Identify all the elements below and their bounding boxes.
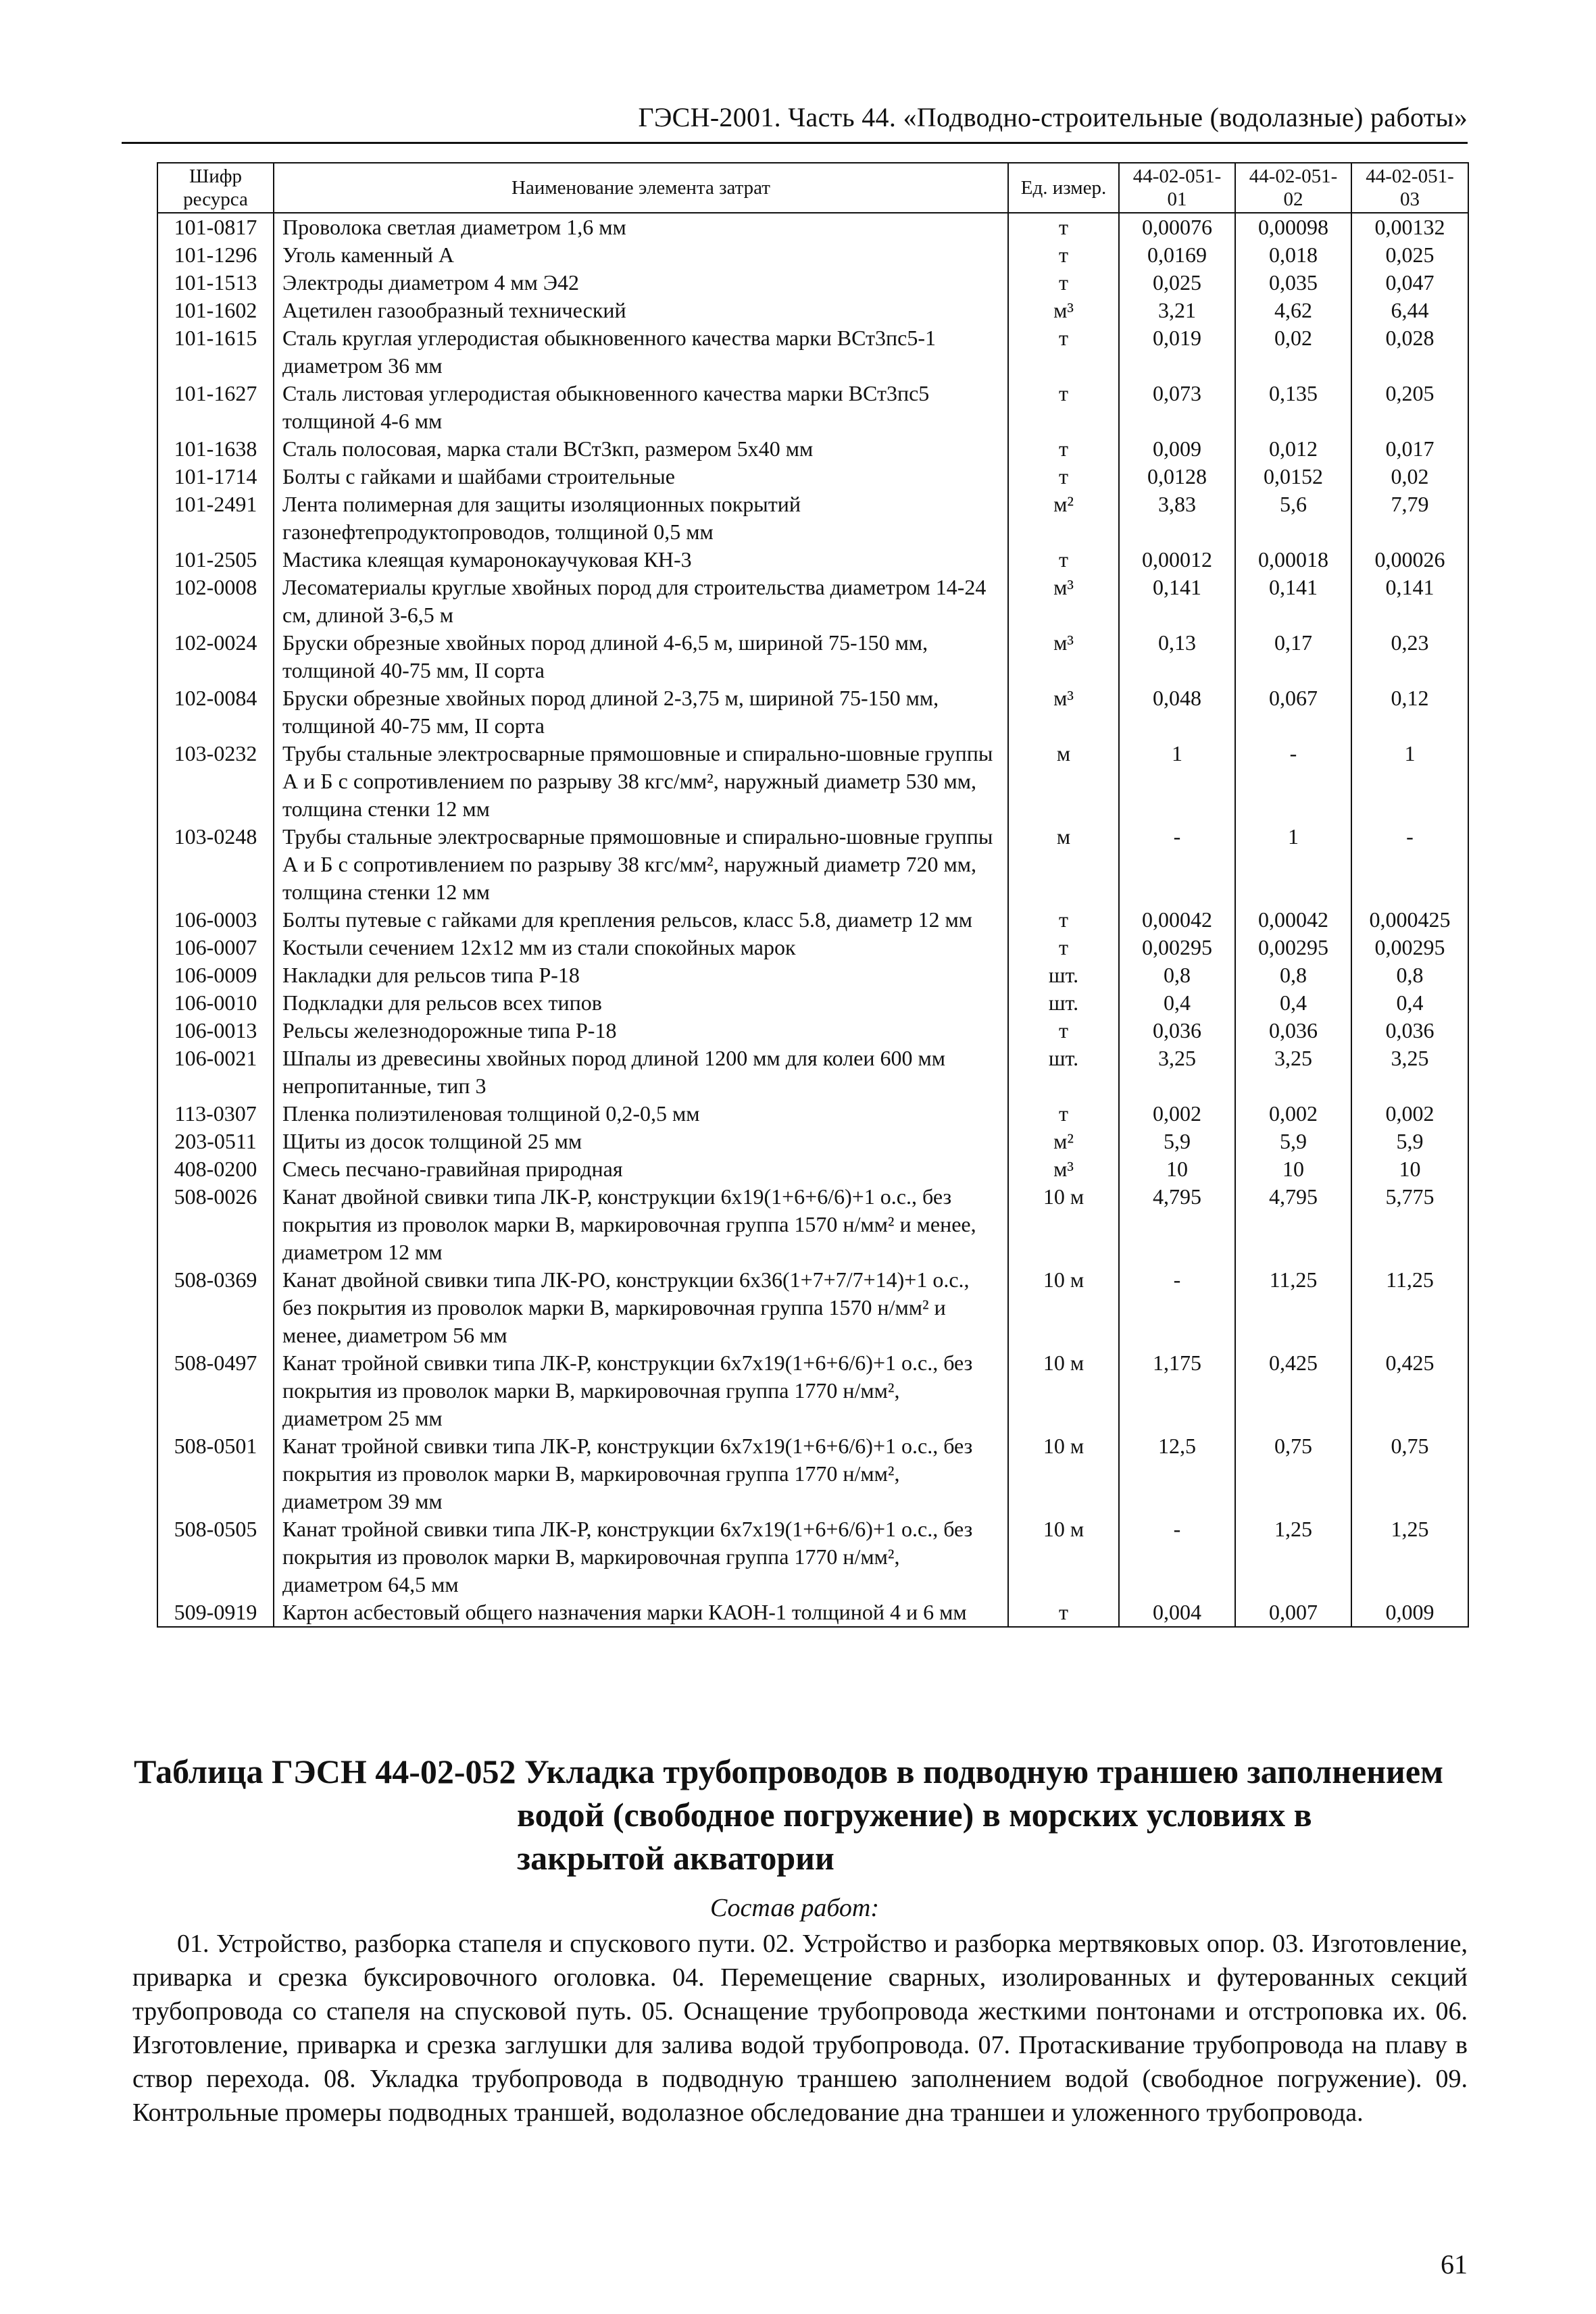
table-body xyxy=(157,213,1468,1627)
value-051-03: 0,02 xyxy=(1351,463,1468,491)
value-051-01: 1 xyxy=(1119,740,1235,823)
resource-unit: м xyxy=(1008,740,1119,823)
resource-name: Трубы стальные электросварные прямошовные и спирально-шовные группы А и Б с сопротивлением по разрыву 38 кгс/мм², наружный диаметр 720 мм, толщина стенки 12 мм xyxy=(274,823,1008,906)
resource-code: 508-0497 xyxy=(157,1349,274,1432)
table-row xyxy=(157,989,1468,1017)
table-row xyxy=(157,380,1468,435)
column-header-name: Наименование элемента затрат xyxy=(274,163,1008,213)
resource-unit: шт. xyxy=(1008,989,1119,1017)
value-051-03: 0,036 xyxy=(1351,1017,1468,1045)
resource-code: 113-0307 xyxy=(157,1100,274,1128)
resource-unit: т xyxy=(1008,463,1119,491)
resource-name: Картон асбестовый общего назначения марки КАОН-1 толщиной 4 и 6 мм xyxy=(274,1599,1008,1627)
resource-code: 508-0026 xyxy=(157,1183,274,1266)
value-051-02: 0,002 xyxy=(1235,1100,1351,1128)
value-051-03: 0,009 xyxy=(1351,1599,1468,1627)
value-051-02: 0,0152 xyxy=(1235,463,1351,491)
value-051-02: 0,425 xyxy=(1235,1349,1351,1432)
resource-code: 508-0505 xyxy=(157,1515,274,1599)
resource-name: Ацетилен газообразный технический xyxy=(274,297,1008,324)
resource-code: 101-2505 xyxy=(157,546,274,574)
value-051-02: 11,25 xyxy=(1235,1266,1351,1349)
resource-code: 106-0013 xyxy=(157,1017,274,1045)
value-051-02: 4,62 xyxy=(1235,297,1351,324)
table-row xyxy=(157,1432,1468,1515)
value-051-02: 1 xyxy=(1235,823,1351,906)
value-051-01: 1,175 xyxy=(1119,1349,1235,1432)
value-051-01: 0,00042 xyxy=(1119,906,1235,934)
resource-name: Накладки для рельсов типа Р-18 xyxy=(274,961,1008,989)
value-051-01: 3,83 xyxy=(1119,491,1235,546)
value-051-03: 5,775 xyxy=(1351,1183,1468,1266)
resource-name: Бруски обрезные хвойных пород длиной 2-3,75 м, шириной 75-150 мм, толщиной 40-75 мм, II сорта xyxy=(274,684,1008,740)
value-051-02: 5,9 xyxy=(1235,1128,1351,1155)
value-051-02: 0,007 xyxy=(1235,1599,1351,1627)
value-051-03: 0,4 xyxy=(1351,989,1468,1017)
value-051-01: 0,0128 xyxy=(1119,463,1235,491)
resource-unit: 10 м xyxy=(1008,1183,1119,1266)
resource-name: Трубы стальные электросварные прямошовные и спирально-шовные группы А и Б с сопротивлением по разрыву 38 кгс/мм², наружный диаметр 530 мм, толщина стенки 12 мм xyxy=(274,740,1008,823)
value-051-01: 3,25 xyxy=(1119,1045,1235,1100)
table-row xyxy=(157,241,1468,269)
value-051-01: 0,073 xyxy=(1119,380,1235,435)
resource-code: 106-0021 xyxy=(157,1045,274,1100)
value-051-02: 0,018 xyxy=(1235,241,1351,269)
resource-code: 102-0024 xyxy=(157,629,274,684)
value-051-03: 0,12 xyxy=(1351,684,1468,740)
value-051-03: 0,028 xyxy=(1351,324,1468,380)
resource-code: 509-0919 xyxy=(157,1599,274,1627)
resource-unit: м³ xyxy=(1008,574,1119,629)
table-row xyxy=(157,435,1468,463)
table-row xyxy=(157,684,1468,740)
resource-name: Сталь круглая углеродистая обыкновенного качества марки ВСт3пс5-1 диаметром 36 мм xyxy=(274,324,1008,380)
resource-name: Канат тройной свивки типа ЛК-Р, конструкции 6х7х19(1+6+6/6)+1 о.с., без покрытия из проволок марки В, маркировочная группа 1770 н/мм², диаметром 64,5 мм xyxy=(274,1515,1008,1599)
resource-name: Смесь песчано-гравийная природная xyxy=(274,1155,1008,1183)
table-header xyxy=(157,163,1468,213)
resource-code: 101-1602 xyxy=(157,297,274,324)
resource-unit: 10 м xyxy=(1008,1432,1119,1515)
resource-unit: м² xyxy=(1008,491,1119,546)
resource-code: 508-0369 xyxy=(157,1266,274,1349)
value-051-01: 0,13 xyxy=(1119,629,1235,684)
resource-unit: т xyxy=(1008,380,1119,435)
value-051-03: 6,44 xyxy=(1351,297,1468,324)
value-051-01: - xyxy=(1119,1515,1235,1599)
value-051-02: 0,00098 xyxy=(1235,213,1351,241)
resource-code: 101-1296 xyxy=(157,241,274,269)
resource-code: 102-0084 xyxy=(157,684,274,740)
value-051-01: 0,00076 xyxy=(1119,213,1235,241)
value-051-01: 3,21 xyxy=(1119,297,1235,324)
table-row xyxy=(157,740,1468,823)
value-051-03: 0,002 xyxy=(1351,1100,1468,1128)
resource-code: 106-0003 xyxy=(157,906,274,934)
resource-unit: 10 м xyxy=(1008,1266,1119,1349)
value-051-01: 0,004 xyxy=(1119,1599,1235,1627)
value-051-02: 0,75 xyxy=(1235,1432,1351,1515)
value-051-03: 0,017 xyxy=(1351,435,1468,463)
resource-name: Костыли сечением 12х12 мм из стали спокойных марок xyxy=(274,934,1008,961)
value-051-02: 0,8 xyxy=(1235,961,1351,989)
table-row xyxy=(157,1349,1468,1432)
resource-unit: м xyxy=(1008,823,1119,906)
value-051-01: 0,002 xyxy=(1119,1100,1235,1128)
value-051-02: 5,6 xyxy=(1235,491,1351,546)
value-051-03: 0,425 xyxy=(1351,1349,1468,1432)
resource-name: Сталь полосовая, марка стали ВСт3кп, размером 5х40 мм xyxy=(274,435,1008,463)
resource-unit: т xyxy=(1008,906,1119,934)
table-row xyxy=(157,463,1468,491)
resource-code: 106-0010 xyxy=(157,989,274,1017)
resource-unit: т xyxy=(1008,213,1119,241)
value-051-03: 0,025 xyxy=(1351,241,1468,269)
resource-name: Шпалы из древесины хвойных пород длиной 1200 мм для колеи 600 мм непропитанные, тип 3 xyxy=(274,1045,1008,1100)
table-row xyxy=(157,906,1468,934)
value-051-02: - xyxy=(1235,740,1351,823)
value-051-03: 7,79 xyxy=(1351,491,1468,546)
resource-name: Электроды диаметром 4 мм Э42 xyxy=(274,269,1008,297)
value-051-02: 0,036 xyxy=(1235,1017,1351,1045)
table-row xyxy=(157,546,1468,574)
resource-code: 408-0200 xyxy=(157,1155,274,1183)
table-row xyxy=(157,1155,1468,1183)
value-051-01: 0,00012 xyxy=(1119,546,1235,574)
resource-unit: т xyxy=(1008,934,1119,961)
resource-code: 101-1513 xyxy=(157,269,274,297)
value-051-03: 10 xyxy=(1351,1155,1468,1183)
resource-code: 101-1627 xyxy=(157,380,274,435)
value-051-02: 0,00042 xyxy=(1235,906,1351,934)
value-051-03: 0,00295 xyxy=(1351,934,1468,961)
value-051-03: 0,205 xyxy=(1351,380,1468,435)
table-row xyxy=(157,1515,1468,1599)
table-row xyxy=(157,1045,1468,1100)
table-row xyxy=(157,1599,1468,1627)
header-rule xyxy=(122,142,1468,144)
resource-name: Мастика клеящая кумаронокаучуковая КН-3 xyxy=(274,546,1008,574)
value-051-02: 1,25 xyxy=(1235,1515,1351,1599)
table-row xyxy=(157,297,1468,324)
value-051-02: 0,067 xyxy=(1235,684,1351,740)
value-051-01: 0,025 xyxy=(1119,269,1235,297)
resource-name: Лента полимерная для защиты изоляционных покрытий газонефтепродуктопроводов, толщиной 0,5 мм xyxy=(274,491,1008,546)
resource-code: 508-0501 xyxy=(157,1432,274,1515)
resource-code: 101-0817 xyxy=(157,213,274,241)
table-row xyxy=(157,1266,1468,1349)
resource-unit: шт. xyxy=(1008,1045,1119,1100)
resource-unit: м³ xyxy=(1008,629,1119,684)
resource-unit: м³ xyxy=(1008,1155,1119,1183)
resource-unit: т xyxy=(1008,269,1119,297)
resource-name: Уголь каменный А xyxy=(274,241,1008,269)
resource-unit: м³ xyxy=(1008,297,1119,324)
resource-unit: 10 м xyxy=(1008,1349,1119,1432)
value-051-01: 12,5 xyxy=(1119,1432,1235,1515)
resource-unit: т xyxy=(1008,435,1119,463)
composition-text: 01. Устройство, разборка стапеля и спускового пути. 02. Устройство и разборка мертвяковых опор. 03. Изготовление, приварка и срезка буксировочного оголовка. 04. Перемещение сварных, изолированных и футерованных секций трубопровода со стапеля на спусковой путь. 05. Оснащение трубопровода жесткими понтонами и отстроповка их. 06. Изготовление, приварка и срезка заглушки для залива водой трубопровода. 07. Протаскивание трубопровода на плаву в створ перехода. 08. Укладка трубопровода в подводную траншею заполнением водой (свободное погружение). 09. Контрольные промеры подводных траншей, водолазное обследование дна траншеи и уложенного трубопровода. xyxy=(132,1930,1468,2127)
value-051-01: 0,0169 xyxy=(1119,241,1235,269)
table-header-row xyxy=(157,163,1468,213)
value-051-03: 0,75 xyxy=(1351,1432,1468,1515)
resource-unit: шт. xyxy=(1008,961,1119,989)
resource-name: Сталь листовая углеродистая обыкновенного качества марки ВСт3пс5 толщиной 4-6 мм xyxy=(274,380,1008,435)
resource-unit: т xyxy=(1008,546,1119,574)
table-row xyxy=(157,491,1468,546)
value-051-01: 0,019 xyxy=(1119,324,1235,380)
resource-name: Проволока светлая диаметром 1,6 мм xyxy=(274,213,1008,241)
value-051-02: 4,795 xyxy=(1235,1183,1351,1266)
resource-code: 106-0007 xyxy=(157,934,274,961)
composition-label: Состав работ: xyxy=(709,1894,880,1922)
table-row xyxy=(157,1183,1468,1266)
resource-name: Болты с гайками и шайбами строительные xyxy=(274,463,1008,491)
value-051-03: 1 xyxy=(1351,740,1468,823)
value-051-01: - xyxy=(1119,1266,1235,1349)
resource-unit: м³ xyxy=(1008,684,1119,740)
resource-unit: 10 м xyxy=(1008,1515,1119,1599)
value-051-03: 5,9 xyxy=(1351,1128,1468,1155)
value-051-03: 0,00026 xyxy=(1351,546,1468,574)
section-title-line-1: Таблица ГЭСН 44-02-052 Укладка трубопроводов в подводную траншею заполнением xyxy=(134,1753,1444,1790)
table-row xyxy=(157,1100,1468,1128)
table-row xyxy=(157,961,1468,989)
value-051-01: 0,00295 xyxy=(1119,934,1235,961)
value-051-02: 0,02 xyxy=(1235,324,1351,380)
resource-unit: т xyxy=(1008,1017,1119,1045)
resource-name: Бруски обрезные хвойных пород длиной 4-6,5 м, шириной 75-150 мм, толщиной 40-75 мм, II сорта xyxy=(274,629,1008,684)
table-row xyxy=(157,823,1468,906)
resource-code: 101-1615 xyxy=(157,324,274,380)
resource-unit: т xyxy=(1008,241,1119,269)
column-header-051-03: 44-02-051-03 xyxy=(1351,163,1468,213)
value-051-03: 0,047 xyxy=(1351,269,1468,297)
table-row xyxy=(157,1017,1468,1045)
value-051-01: 10 xyxy=(1119,1155,1235,1183)
column-header-code: Шифр ресурса xyxy=(157,163,274,213)
resource-code: 106-0009 xyxy=(157,961,274,989)
section-title xyxy=(122,1750,1468,1880)
value-051-03: 1,25 xyxy=(1351,1515,1468,1599)
resource-code: 101-1714 xyxy=(157,463,274,491)
value-051-03: 0,8 xyxy=(1351,961,1468,989)
resource-name: Подкладки для рельсов всех типов xyxy=(274,989,1008,1017)
section-title-line-3: закрытой акватории xyxy=(517,1839,834,1877)
resource-name: Щиты из досок толщиной 25 мм xyxy=(274,1128,1008,1155)
value-051-01: 0,048 xyxy=(1119,684,1235,740)
value-051-02: 0,00295 xyxy=(1235,934,1351,961)
running-header: ГЭСН-2001. Часть 44. «Подводно-строительные (водолазные) работы» xyxy=(638,102,1468,132)
value-051-02: 0,00018 xyxy=(1235,546,1351,574)
resource-code: 102-0008 xyxy=(157,574,274,629)
value-051-03: 0,141 xyxy=(1351,574,1468,629)
value-051-01: 4,795 xyxy=(1119,1183,1235,1266)
table-row xyxy=(157,934,1468,961)
resource-name: Канат двойной свивки типа ЛК-Р, конструкции 6х19(1+6+6/6)+1 о.с., без покрытия из проволок марки В, маркировочная группа 1570 н/мм² и менее, диаметром 12 мм xyxy=(274,1183,1008,1266)
section-title-line-2: водой (свободное погружение) в морских условиях в xyxy=(517,1796,1312,1834)
resource-name: Лесоматериалы круглые хвойных пород для строительства диаметром 14-24 см, длиной 3-6,5 м xyxy=(274,574,1008,629)
resource-name: Канат тройной свивки типа ЛК-Р, конструкции 6х7х19(1+6+6/6)+1 о.с., без покрытия из проволок марки В, маркировочная группа 1770 н/мм², диаметром 39 мм xyxy=(274,1432,1008,1515)
value-051-02: 0,135 xyxy=(1235,380,1351,435)
value-051-01: 5,9 xyxy=(1119,1128,1235,1155)
page-number: 61 xyxy=(1441,2249,1468,2280)
value-051-01: 0,009 xyxy=(1119,435,1235,463)
resource-code: 101-2491 xyxy=(157,491,274,546)
value-051-02: 0,141 xyxy=(1235,574,1351,629)
resource-code: 103-0232 xyxy=(157,740,274,823)
value-051-03: 3,25 xyxy=(1351,1045,1468,1100)
table-row xyxy=(157,574,1468,629)
table-row xyxy=(157,269,1468,297)
table-row xyxy=(157,324,1468,380)
resource-name: Канат тройной свивки типа ЛК-Р, конструкции 6х7х19(1+6+6/6)+1 о.с., без покрытия из проволок марки В, маркировочная группа 1770 н/мм², диаметром 25 мм xyxy=(274,1349,1008,1432)
table-row xyxy=(157,1128,1468,1155)
table-row xyxy=(157,629,1468,684)
resource-name: Канат двойной свивки типа ЛК-РО, конструкции 6х36(1+7+7/7+14)+1 о.с., без покрытия из проволок марки В, маркировочная группа 1570 н/мм² и менее, диаметром 56 мм xyxy=(274,1266,1008,1349)
resource-code: 203-0511 xyxy=(157,1128,274,1155)
column-header-051-02: 44-02-051-02 xyxy=(1235,163,1351,213)
resource-unit: м² xyxy=(1008,1128,1119,1155)
value-051-03: 0,23 xyxy=(1351,629,1468,684)
column-header-unit: Ед. измер. xyxy=(1008,163,1119,213)
value-051-03: 11,25 xyxy=(1351,1266,1468,1349)
value-051-02: 3,25 xyxy=(1235,1045,1351,1100)
resource-unit: т xyxy=(1008,1599,1119,1627)
value-051-02: 0,035 xyxy=(1235,269,1351,297)
value-051-01: 0,141 xyxy=(1119,574,1235,629)
resource-name: Болты путевые с гайками для крепления рельсов, класс 5.8, диаметр 12 мм xyxy=(274,906,1008,934)
resource-unit: т xyxy=(1008,324,1119,380)
value-051-03: 0,00132 xyxy=(1351,213,1468,241)
value-051-03: 0,000425 xyxy=(1351,906,1468,934)
value-051-01: 0,036 xyxy=(1119,1017,1235,1045)
value-051-02: 10 xyxy=(1235,1155,1351,1183)
resource-name: Пленка полиэтиленовая толщиной 0,2-0,5 мм xyxy=(274,1100,1008,1128)
value-051-02: 0,4 xyxy=(1235,989,1351,1017)
value-051-01: 0,8 xyxy=(1119,961,1235,989)
resource-code: 103-0248 xyxy=(157,823,274,906)
value-051-01: - xyxy=(1119,823,1235,906)
table-row xyxy=(157,213,1468,241)
value-051-02: 0,012 xyxy=(1235,435,1351,463)
resource-unit: т xyxy=(1008,1100,1119,1128)
resource-name: Рельсы железнодорожные типа Р-18 xyxy=(274,1017,1008,1045)
resource-code: 101-1638 xyxy=(157,435,274,463)
value-051-01: 0,4 xyxy=(1119,989,1235,1017)
column-header-051-01: 44-02-051-01 xyxy=(1119,163,1235,213)
value-051-02: 0,17 xyxy=(1235,629,1351,684)
resources-table xyxy=(157,162,1469,1628)
value-051-03: - xyxy=(1351,823,1468,906)
